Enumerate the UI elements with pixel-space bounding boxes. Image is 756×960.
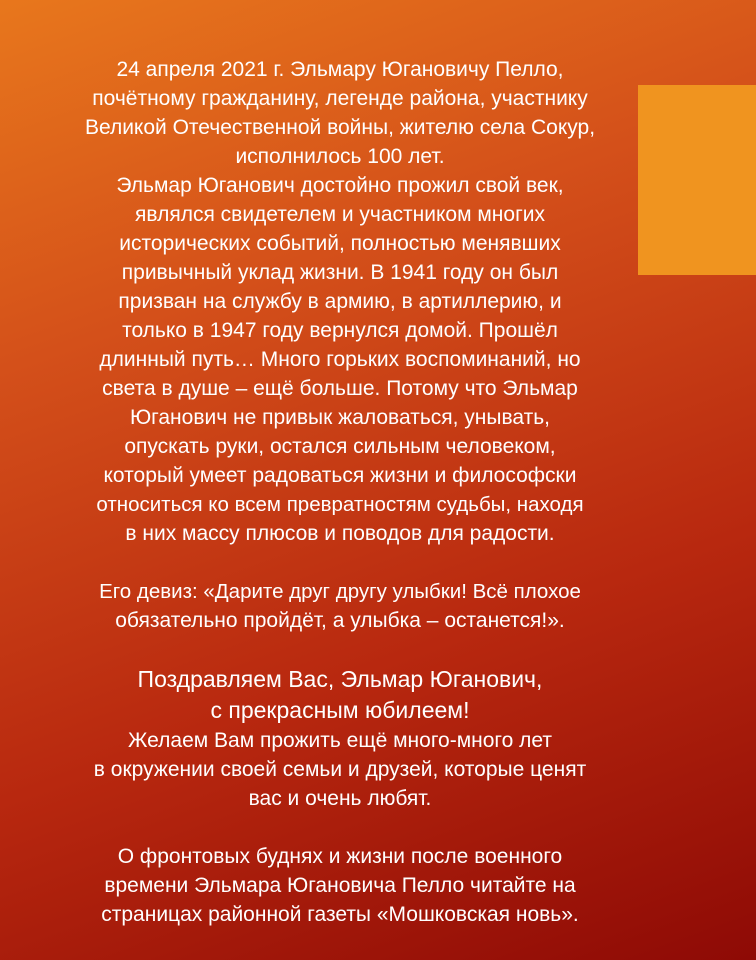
text-line: длинный путь… Много горьких воспоминаний, но (99, 348, 581, 371)
paragraph-wish (30, 726, 650, 813)
spacer (30, 635, 650, 664)
text-line: с прекрасным юбилеем! (210, 697, 470, 723)
spacer (30, 548, 650, 577)
text-line: света в душе – ещё больше. Потому что Эльмар (102, 377, 578, 400)
paragraph-newspaper (30, 842, 650, 929)
spacer (30, 813, 650, 842)
text-line: страницах районной газеты «Мошковская новь». (101, 903, 579, 926)
paragraph-biography (30, 171, 650, 548)
text-line: 24 апреля 2021 г. Эльмару Югановичу Пелло, (116, 58, 564, 81)
text-line: исполнилось 100 лет. (235, 145, 445, 168)
text-line: являлся свидетелем и участником многих (135, 203, 545, 226)
text-line: привычный уклад жизни. В 1941 году он был (121, 261, 559, 284)
text-line: О фронтовых буднях и жизни после военного (117, 845, 563, 868)
paragraph-anniversary (30, 55, 650, 171)
paragraph-greeting (30, 664, 650, 726)
text-line: обязательно пройдёт, а улыбка – останется!». (115, 609, 565, 632)
article-text (30, 55, 650, 929)
text-line: относиться ко всем превратностям судьбы, находя (96, 493, 584, 516)
text-line: который умеет радоваться жизни и философски (103, 464, 577, 487)
text-line: в окружении своей семьи и друзей, которые ценят (93, 758, 587, 781)
text-line: времени Эльмара Югановича Пелло читайте на (104, 874, 576, 897)
text-line: исторических событий, полностью менявших (119, 232, 561, 255)
text-line: вас и очень любят. (248, 787, 432, 810)
text-line: опускать руки, остался сильным человеком, (124, 435, 556, 458)
text-line: почётному гражданину, легенде района, участнику (92, 87, 588, 110)
text-line: Желаем Вам прожить ещё много-много лет (128, 729, 552, 752)
text-line: призван на службу в армию, в артиллерию, и (118, 290, 562, 313)
text-line: Его девиз: «Дарите друг другу улыбки! Всё плохое (99, 580, 581, 603)
text-line: Эльмар Юганович достойно прожил свой век, (116, 174, 564, 197)
text-line: только в 1947 году вернулся домой. Прошёл (122, 319, 558, 342)
text-line: Поздравляем Вас, Эльмар Юганович, (137, 666, 543, 692)
decorative-orange-block (638, 85, 756, 275)
paragraph-motto (30, 577, 650, 635)
text-line: Юганович не привык жаловаться, унывать, (129, 406, 551, 429)
text-line: Великой Отечественной войны, жителю села Сокур, (84, 116, 596, 139)
text-line: в них массу плюсов и поводов для радости. (125, 522, 555, 545)
